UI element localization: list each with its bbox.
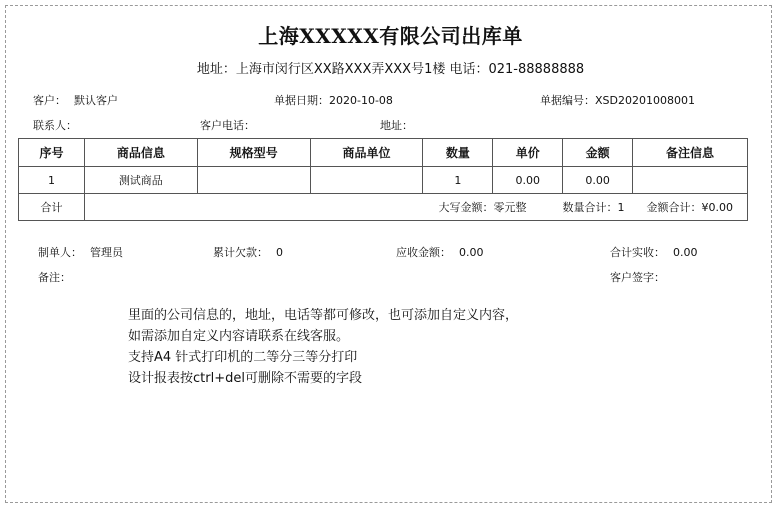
received-field <box>610 244 698 260</box>
document-number-value: XSD20201008001 <box>595 94 695 107</box>
quantity-total: 数量合计：1 <box>562 201 625 214</box>
column-header: 商品信息 <box>84 139 197 167</box>
document-number-label: 单据编号： <box>540 94 595 107</box>
customer-value: 默认客户 <box>74 94 118 107</box>
column-header: 单价 <box>493 139 563 167</box>
date-field <box>274 92 393 108</box>
column-header: 商品单位 <box>310 139 423 167</box>
arrears-field <box>213 244 283 260</box>
receivable-value: 0.00 <box>459 246 484 259</box>
amount-total: 金额合计：¥0.00 <box>646 201 733 214</box>
table-cell <box>310 167 423 194</box>
arrears-label: 累计欠款： <box>213 246 268 259</box>
table-cell: 1 <box>19 167 85 194</box>
table-cell: 0.00 <box>563 167 633 194</box>
table-summary-row <box>19 194 748 221</box>
note-line: 支持A4 针式打印机的二等分三等分打印 <box>128 350 358 365</box>
instruction-notes <box>128 305 518 389</box>
column-header: 备注信息 <box>633 139 748 167</box>
document-number-field <box>540 92 695 108</box>
company-address-line: 地址：上海市闵行区XX路XXX弄XXX号1楼 电话：021-88888888 <box>196 62 585 77</box>
note-line: 如需添加自定义内容请联系在线客服。 <box>128 329 350 344</box>
date-value: 2020-10-08 <box>329 94 393 107</box>
customer-address-label: 地址： <box>380 119 413 132</box>
receivable-label: 应收金额： <box>396 246 451 259</box>
date-label: 单据日期： <box>274 94 329 107</box>
items-table <box>18 138 748 221</box>
arrears-value: 0 <box>276 246 283 259</box>
table-cell: 测试商品 <box>84 167 197 194</box>
table-cell <box>633 167 748 194</box>
note-line: 里面的公司信息的，地址，电话等都可修改，也可添加自定义内容， <box>128 308 519 323</box>
received-value: 0.00 <box>673 246 698 259</box>
customer-signature-label: 客户签字： <box>610 271 665 284</box>
column-header: 数量 <box>423 139 493 167</box>
table-header-row <box>19 139 748 167</box>
maker-label: 制单人： <box>38 246 82 259</box>
remark-label: 备注： <box>38 271 71 284</box>
customer-phone-label: 客户电话： <box>200 119 255 132</box>
maker-value: 管理员 <box>90 246 123 259</box>
customer-field <box>33 92 118 108</box>
column-header: 规格型号 <box>197 139 310 167</box>
customer-label: 客户： <box>33 94 66 107</box>
document-title: 上海XXXXX有限公司出库单 <box>258 24 523 48</box>
note-line: 设计报表按ctrl+del可删除不需要的字段 <box>128 371 362 386</box>
table-cell <box>197 167 310 194</box>
received-label: 合计实收： <box>610 246 665 259</box>
column-header: 金额 <box>563 139 633 167</box>
uppercase-amount: 大写金额：零元整 <box>438 201 527 214</box>
table-cell: 0.00 <box>493 167 563 194</box>
receivable-field <box>396 244 484 260</box>
table-row <box>19 167 748 194</box>
column-header: 序号 <box>19 139 85 167</box>
summary-totals <box>84 194 747 221</box>
summary-label: 合计 <box>19 194 85 221</box>
maker-field <box>38 244 123 260</box>
contact-label: 联系人： <box>33 119 77 132</box>
table-cell: 1 <box>423 167 493 194</box>
